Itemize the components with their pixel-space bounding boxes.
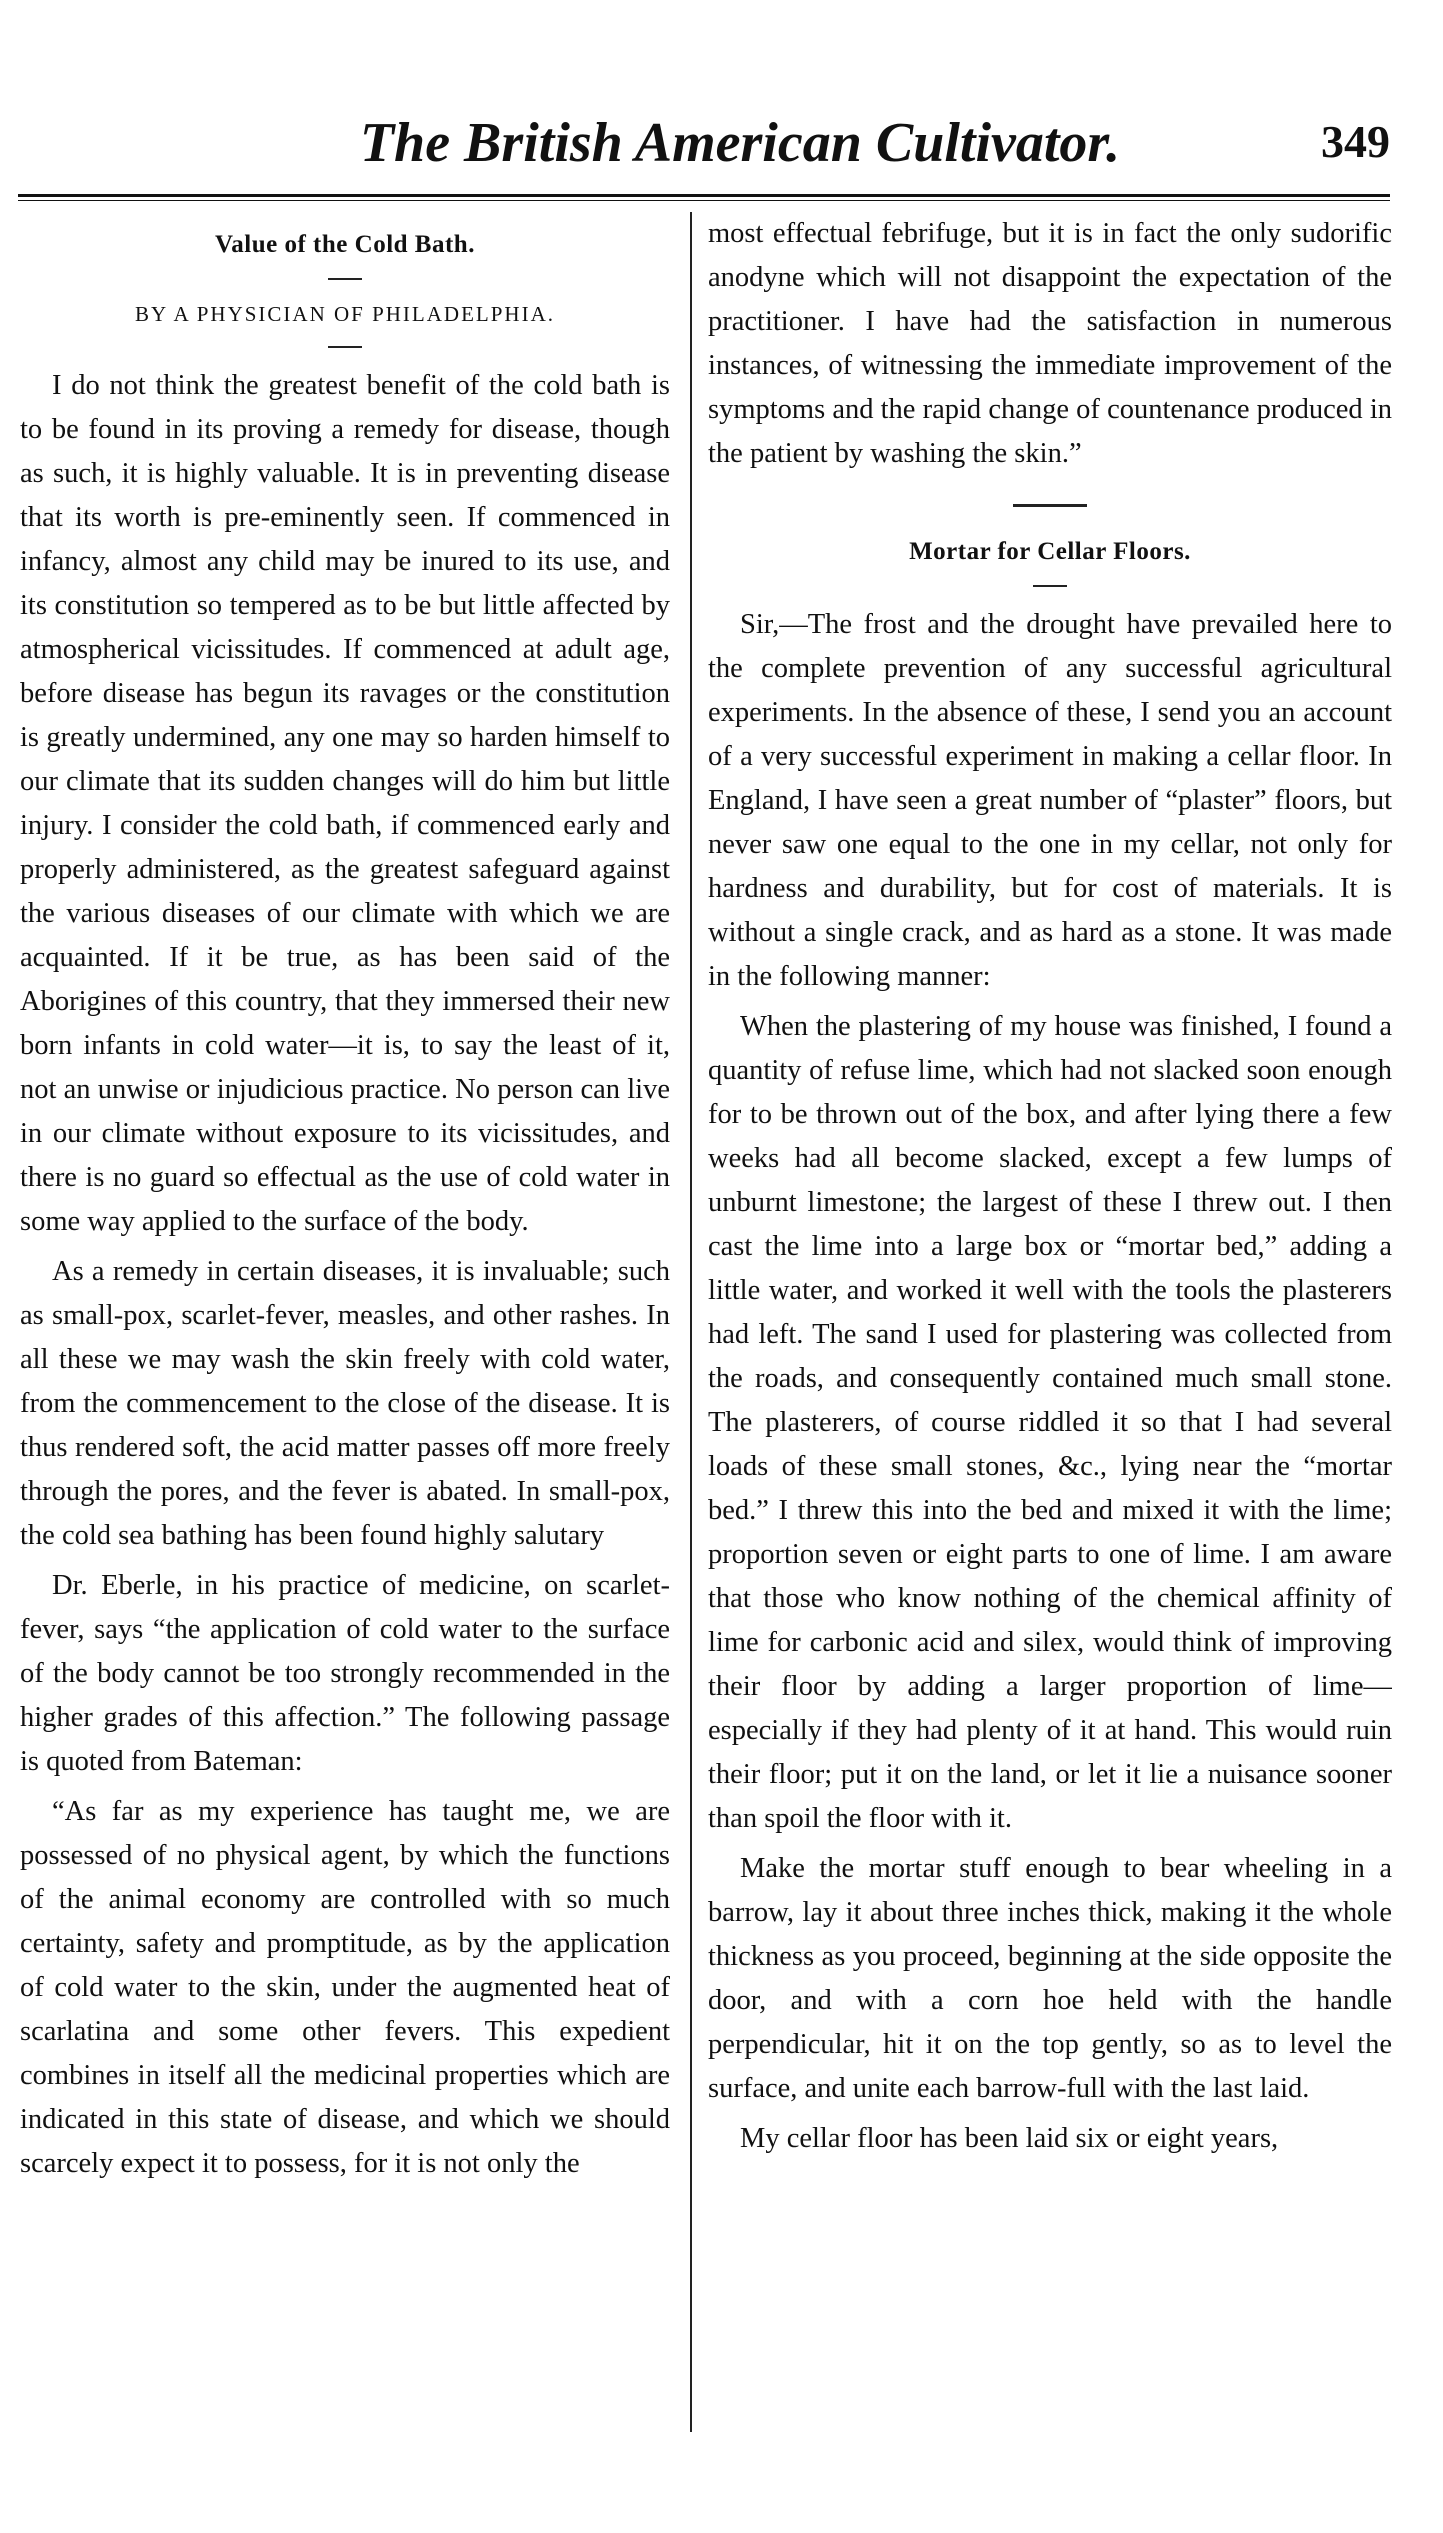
paragraph: Sir,—The frost and the drought have prevailed here to the complete prevention of any successful agricultural experiments. In the absence of these, I send you an account of a very successful experiment in making a cellar floor. In England, I have seen a great number of “plaster” floors, but never saw one equal to the one in my cellar, not only for hardness and durability, but for cost of materials. It is without a single crack, and as hard as a stone. It was made in the following manner: <box>708 609 1392 992</box>
header-rule <box>18 194 1390 201</box>
paragraph-continuation: most effectual febrifuge, but it is in fact the only sudorific anodyne which will not disappoint the expectation of the practitioner. I have had the satisfaction in numerous instances, of witnessing the immediate improvement of the symptoms and the rapid change of countenance produced in the patient by washing the skin.” <box>708 218 1392 469</box>
paragraph: I do not think the greatest benefit of the cold bath is to be found in its proving a remedy for disease, though as such, it is highly valuable. It is in preventing disease that its worth is pre-eminently seen. If commenced in infancy, almost any child may be inured to its use, and its constitution so tempered as to be but little affected by atmospherical vicissitudes. If commenced at adult age, before disease has begun its ravages or the constitution is greatly undermined, any one may so harden himself to our climate that its sudden changes will do him but little injury. I consider the cold bath, if commenced early and properly administered, as the greatest safeguard against the various diseases of our climate with which we are acquainted. If it be true, as has been said of the Aborigines of this country, that they immersed their new born infants in cold water—it is, to say the least of it, not an unwise or injudicious practice. No person can live in our climate without exposure to its vicissitudes, and there is no guard so effectual as the use of cold water in some way applied to the surface of the body. <box>20 370 670 1237</box>
column-divider <box>690 212 692 2432</box>
page-number: 349 <box>1321 116 1390 167</box>
paragraph: As a remedy in certain diseases, it is invaluable; such as small-pox, scarlet-fever, measles, and other rashes. In all these we may wash the skin freely with cold water, from the commencement to the close of the disease. It is thus rendered soft, the acid matter passes off more freely through the pores, and the fever is abated. In small-pox, the cold sea bathing has been found highly salutary <box>20 1256 670 1551</box>
right-column <box>708 212 1392 2432</box>
article-separator <box>1013 504 1087 507</box>
article-heading-cold-bath: Value of the Cold Bath. <box>215 231 475 258</box>
running-title: The British American Cultivator. <box>359 112 1121 174</box>
article-heading-mortar: Mortar for Cellar Floors. <box>909 538 1191 565</box>
paragraph: Dr. Eberle, in his practice of medicine, on scarlet-fever, says “the application of cold water to the surface of the body cannot be too strongly recommended in the higher grades of this affection.” The following passage is quoted from Bateman: <box>20 1570 670 1777</box>
left-column <box>20 212 670 2432</box>
paragraph: My cellar floor has been laid six or eight years, <box>740 2123 1279 2154</box>
heading-dash <box>1033 585 1067 587</box>
paragraph: When the plastering of my house was finished, I found a quantity of refuse lime, which had not slacked soon enough for to be thrown out of the box, and after lying there a few weeks had all become slacked, except a few lumps of unburnt limestone; the largest of these I threw out. I then cast the lime into a large box or “mortar bed,” adding a little water, and worked it well with the tools the plasterers had left. The sand I used for plastering was collected from the roads, and consequently contained much small stone. The plasterers, of course riddled it so that I had several loads of these small stones, &c., lying near the “mortar bed.” I threw this into the bed and mixed it with the lime; proportion seven or eight parts to one of lime. I am aware that those who know nothing of the chemical affinity of lime for carbonic acid and silex, would think of improving their floor by adding a larger proportion of lime—especially if they had plenty of it at hand. This would ruin their floor; put it on the land, or let it lie a nuisance sooner than spoil the floor with it. <box>708 1011 1392 1834</box>
article-byline: BY A PHYSICIAN OF PHILADELPHIA. <box>134 302 555 326</box>
heading-dash <box>328 278 362 280</box>
paragraph: Make the mortar stuff enough to bear wheeling in a barrow, lay it about three inches thick, making it the whole thickness as you proceed, beginning at the side opposite the door, and with a corn hoe held with the handle perpendicular, hit it on the top gently, so as to level the surface, and unite each barrow-full with the last laid. <box>708 1853 1392 2104</box>
paragraph: “As far as my experience has taught me, we are possessed of no physical agent, by which the functions of the animal economy are controlled with so much certainty, safety and promptitude, as by the application of cold water to the skin, under the augmented heat of scarlatina and some other fevers. This expedient combines in itself all the medicinal properties which are indicated in this state of disease, and which we should scarcely expect it to possess, for it is not only the <box>20 1796 670 2179</box>
byline-dash <box>328 346 362 348</box>
